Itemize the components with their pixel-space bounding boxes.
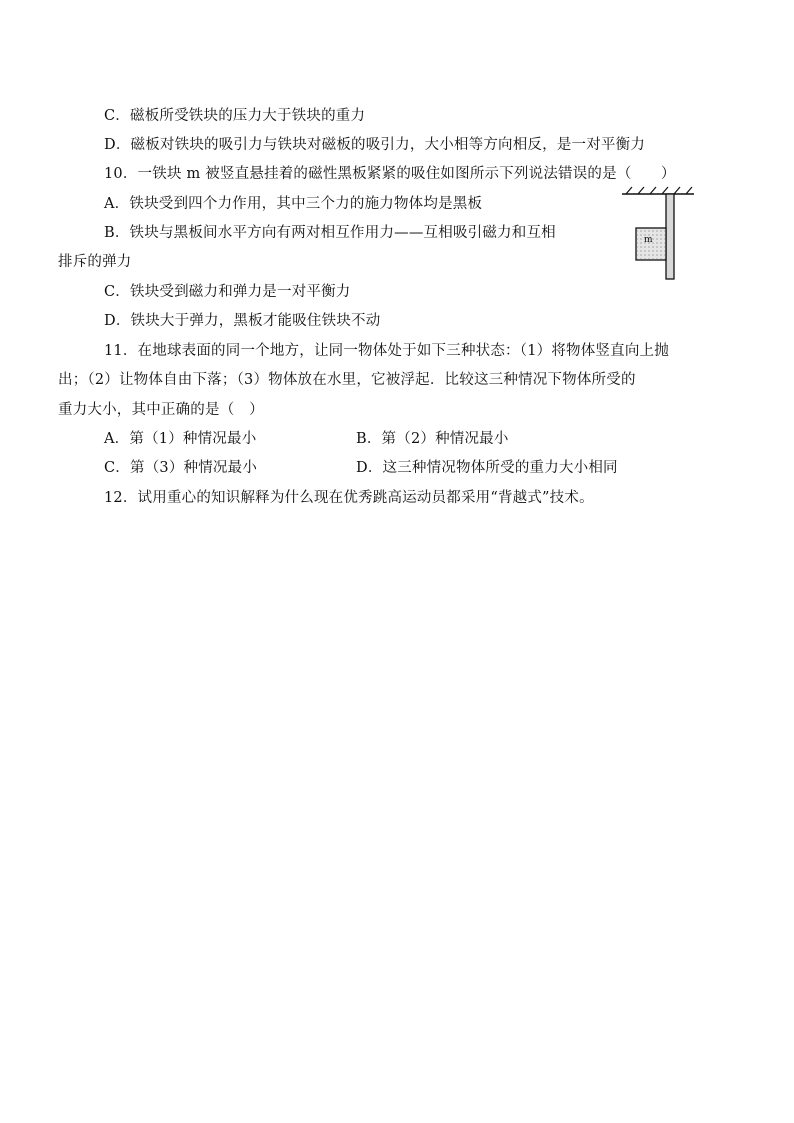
q11-option-b: B．第（2）种情况最小: [356, 431, 509, 447]
q10-option-b-line1: B．铁块与黑板间水平方向有两对相互作用力——互相吸引磁力和互相: [104, 225, 556, 241]
iron-block-label: m: [644, 235, 653, 245]
q10-option-b-line2: 排斥的弹力: [58, 254, 132, 270]
q11-stem-line2: 出；（2）让物体自由下落；（3）物体放在水里，它被浮起．比较这三种情况下物体所受的: [58, 372, 636, 388]
magnetic-board-figure: [620, 182, 695, 282]
q10-stem: 10．一铁块 m 被竖直悬挂着的磁性黑板紧紧的吸住如图所示下列说法错误的是（ ）: [104, 166, 676, 182]
q11-option-a: A．第（1）种情况最小: [104, 431, 257, 447]
q10-option-a: A．铁块受到四个力作用，其中三个力的施力物体均是黑板: [104, 196, 483, 212]
q10-option-c: C．铁块受到磁力和弹力是一对平衡力: [104, 284, 351, 300]
q11-stem-line1: 11．在地球表面的同一个地方，让同一物体处于如下三种状态：（1）将物体竖直向上抛: [104, 343, 669, 359]
ceiling-hatch: [626, 187, 692, 194]
q11-stem-line3: 重力大小，其中正确的是（ ）: [58, 402, 264, 418]
q10-option-d: D．铁块大于弹力，黑板才能吸住铁块不动: [104, 313, 381, 329]
q11-option-c: C．第（3）种情况最小: [104, 460, 258, 476]
q11-option-d: D．这三种情况物体所受的重力大小相同: [356, 460, 618, 476]
magnetic-board: [666, 194, 674, 279]
q9-option-d: D．磁板对铁块的吸引力与铁块对磁板的吸引力，大小相等方向相反，是一对平衡力: [104, 137, 646, 153]
q12-stem: 12．试用重心的知识解释为什么现在优秀跳高运动员都采用“背越式”技术。: [104, 490, 594, 506]
q9-option-c: C．磁板所受铁块的压力大于铁块的重力: [104, 108, 366, 124]
